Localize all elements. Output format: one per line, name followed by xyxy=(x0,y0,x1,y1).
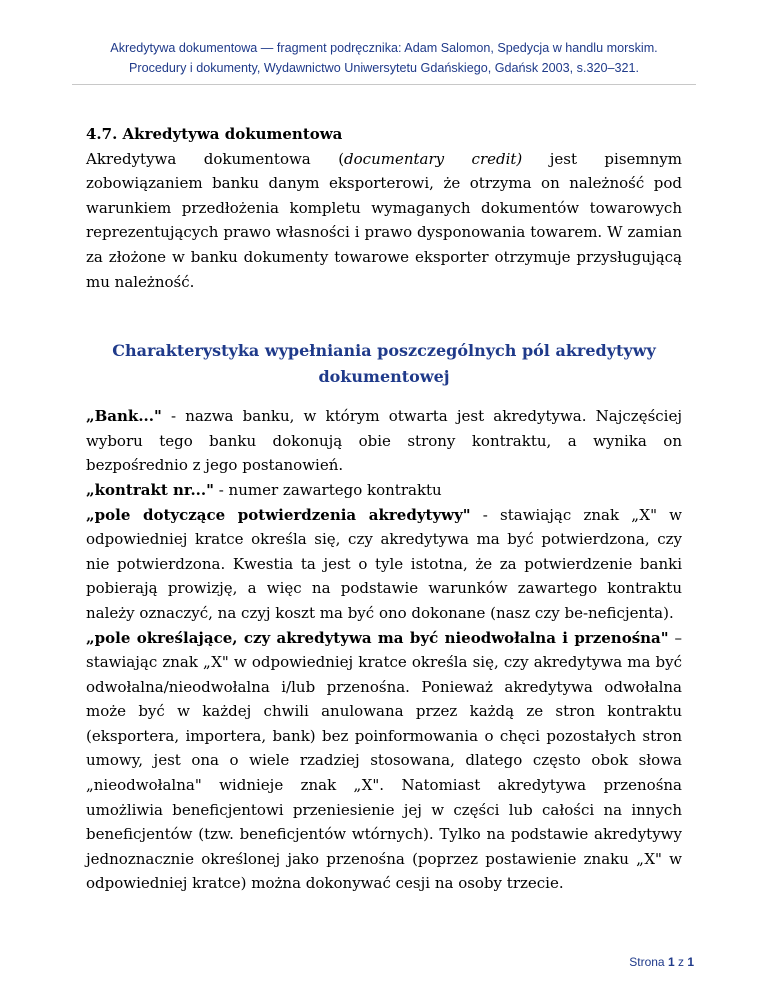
field-description-contract xyxy=(86,478,682,503)
intro-paragraph xyxy=(86,147,682,295)
field-term: „pole określające, czy akredytywa ma być nieodwołalna i przenośna" xyxy=(86,628,669,647)
header-line-1: Akredytywa dokumentowa — fragment podręcznika: Adam Salomon, Spedycja w handlu morskim. xyxy=(110,41,658,55)
page-header xyxy=(60,38,708,78)
current-page: 1 xyxy=(667,955,675,969)
page-number xyxy=(629,955,694,969)
field-text: - nazwa banku, w którym otwarta jest akredytywa. Najczęściej wyboru tego banku dokonują obie strony kontraktu, a wynika on bezpośrednio z jego postanowień. xyxy=(86,407,682,475)
field-description-bank xyxy=(86,404,682,478)
intro-text-start: Akredytywa dokumentowa ( xyxy=(86,149,345,168)
field-description-confirmation xyxy=(86,503,682,626)
total-pages: 1 xyxy=(687,955,694,969)
subsection-heading-line-2: dokumentowej xyxy=(318,367,450,387)
field-term: „kontrakt nr..." xyxy=(86,480,214,499)
page-label: Strona xyxy=(629,955,665,969)
subsection-heading-line-1: Charakterystyka wypełniania poszczególnych pól akredytywy xyxy=(112,341,656,361)
intro-text-rest: jest pisemnym zobowiązaniem banku danym eksporterowi, że otrzyma on należność pod warunkiem przedłożenia kompletu wymaganych dokumentów towarowych reprezentujących prawo własności i prawo dysponowania towarem. W zamian za złożone w banku dokumenty towarowe eksporter otrzymuje przysługującą mu należność. xyxy=(86,149,682,291)
page-separator: z xyxy=(677,955,684,969)
field-text: – stawiając znak „X" w odpowiedniej kratce określa się, czy akredytywa ma być odwołalna/nieodwołalna i/lub przenośna. Ponieważ akredytywa odwołalna może być w każdej chwili anulowana przez każdą ze stron kontraktu (eksportera, importera, bank) bez poinformowania o chęci pozostałych stron umowy, jest ona o wiele rzadziej stosowana, dlatego często obok słowa „nieodwołalna" widnieje znak „X". Natomiast akredytywa przenośna umożliwia beneficjentowi przeniesienie jej w części lub całości na innych beneficjentów (tzw. beneficjentów wtórnych). Tylko na podstawie akredytywy jednoznacznie określonej jako przenośna (poprzez postawienie znaku „X" w odpowiedniej kratce) można dokonywać cesji na osoby trzecie. xyxy=(86,628,682,893)
document-body xyxy=(86,122,682,896)
field-text: - stawiając znak „X" w odpowiedniej kratce określa się, czy akredytywa ma być potwierdzona, czy nie potwierdzona. Kwestia ta jest o tyle istotna, że za potwierdzenie banki pobierają prowizję, a więc na podstawie warunków zawartego kontraktu należy oznaczyć, na czyj koszt ma być ono dokonane (nasz czy be-neficjenta). xyxy=(86,505,682,622)
field-text: - numer zawartego kontraktu xyxy=(213,480,442,499)
field-description-irrevocable-transferable xyxy=(86,626,682,897)
subsection-heading xyxy=(86,338,682,390)
header-line-2: Procedury i dokumenty, Wydawnictwo Uniwersytetu Gdańskiego, Gdańsk 2003, s.320–321. xyxy=(129,61,639,75)
header-divider xyxy=(72,84,696,85)
intro-term-english: documentary credit) xyxy=(344,149,523,168)
section-heading: 4.7. Akredytywa dokumentowa xyxy=(86,125,343,143)
field-term: „Bank..." xyxy=(86,407,162,426)
field-term: „pole dotyczące potwierdzenia akredytywy" xyxy=(86,505,471,524)
